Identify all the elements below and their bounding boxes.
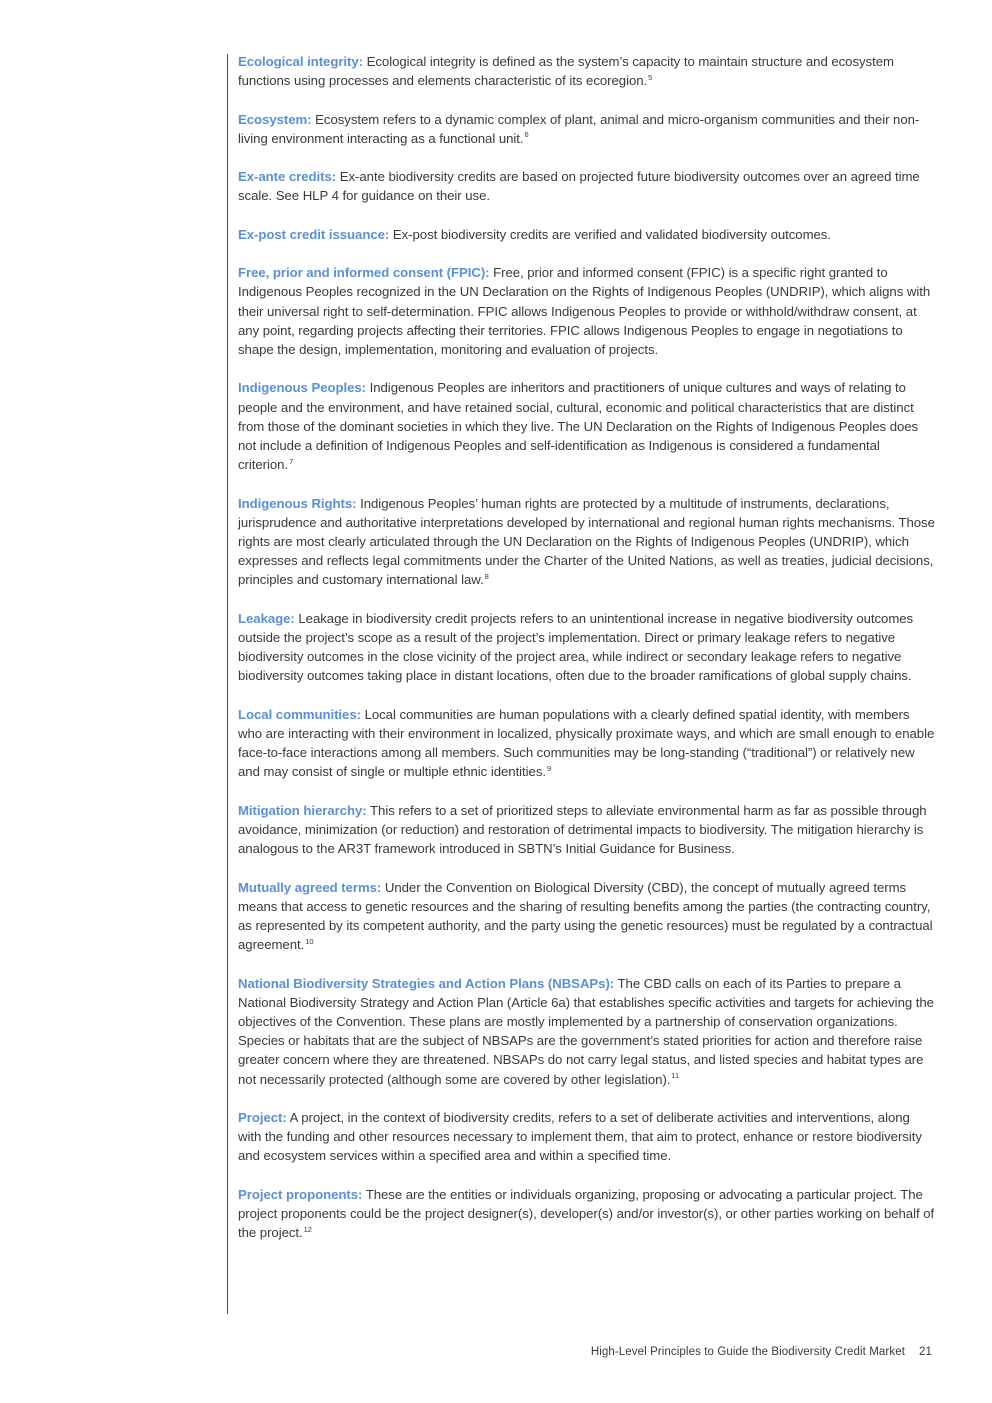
glossary-list: [238, 52, 936, 1262]
page-number: 21: [919, 1346, 932, 1358]
glossary-entry-ecological-integrity: [238, 52, 936, 90]
glossary-term: Mitigation hierarchy:: [238, 802, 367, 818]
glossary-entry-nbsaps: [238, 974, 936, 1089]
glossary-entry-ex-post-credit-issuance: [238, 225, 936, 244]
glossary-term: Ex-ante credits:: [238, 169, 337, 185]
glossary-entry-mitigation-hierarchy: [238, 801, 936, 859]
page-footer: [591, 1346, 932, 1358]
glossary-term: Ecosystem:: [238, 111, 312, 127]
glossary-term: Leakage:: [238, 610, 295, 626]
glossary-entry-project: [238, 1108, 936, 1166]
footnote-ref: 6: [524, 130, 529, 140]
glossary-term: Ex-post credit issuance:: [238, 226, 390, 242]
footnote-ref: 9: [547, 764, 552, 773]
glossary-term: Project:: [238, 1109, 287, 1125]
glossary-term: Ecological integrity:: [238, 54, 363, 69]
glossary-definition: Under the Convention on Biological Diversity (CBD), the concept of mutually agreed terms means that access to genetic resources and the sharing of resulting benefits among the parties (the contracting country, as represented by its competent authority, and the party using the genetic resources) must be regulated by a contractual agreement.: [238, 879, 933, 953]
glossary-entry-leakage: [238, 609, 936, 686]
glossary-definition: Local communities are human populations with a clearly defined spatial identity, with members who are interacting with their environment in localized, physically proximate ways, and which are small enough to enable face-to-face interactions among all members. Such communities may be long-standing (“traditional”) or relatively new and may consist of single or multiple ethnic identities.: [238, 706, 935, 780]
glossary-entry-ex-ante-credits: [238, 167, 936, 205]
glossary-definition: A project, in the context of biodiversity credits, refers to a set of deliberate activities and interventions, along with the funding and other resources necessary to implement them, that aim to protect, enhance or restore biodiversity and ecosystem services within a specified area and within a specified time.: [238, 1109, 922, 1164]
glossary-entry-local-communities: [238, 705, 936, 782]
glossary-term: Free, prior and informed consent (FPIC):: [238, 265, 490, 281]
footnote-ref: 5: [648, 72, 653, 82]
glossary-entry-indigenous-rights: [238, 494, 936, 590]
footnote-ref: 11: [671, 1071, 680, 1081]
glossary-definition: This refers to a set of prioritized steps to alleviate environmental harm as far as possible through avoidance, minimization (or reduction) and restoration of detrimental impacts to biodiversity. The mitigation hierarchy is analogous to the AR3T framework introduced in SBTN’s Initial Guidance for Business.: [238, 802, 927, 857]
glossary-term: Indigenous Rights:: [238, 495, 357, 511]
footer-title: High-Level Principles to Guide the Biodiversity Credit Market: [590, 1346, 905, 1358]
glossary-term: Project proponents:: [238, 1186, 363, 1202]
footnote-ref: 10: [305, 936, 314, 946]
glossary-definition: Ex-post biodiversity credits are verified and validated biodiversity outcomes.: [389, 226, 831, 242]
footnote-ref: 7: [289, 456, 294, 466]
glossary-definition: The CBD calls on each of its Parties to prepare a National Biodiversity Strategy and Action Plan (Article 6a) that establishes specific activities and targets for achieving the objectives of the Convention. These plans are mostly implemented by a partnership of conservation organizations. Species or habitats that are the subject of NBSAPs are the government’s stated priorities for action and therefore raise greater concern where they are threatened. NBSAPs do not carry legal status, and listed species and habitat types are not necessarily protected (although some are covered by other legislation).: [238, 975, 934, 1087]
glossary-definition: Ex-ante biodiversity credits are based on projected future biodiversity outcomes over an agreed time scale. See HLP 4 for guidance on their use.: [238, 169, 920, 204]
glossary-entry-indigenous-peoples: [238, 378, 936, 474]
footnote-ref: 8: [484, 572, 489, 581]
glossary-entry-project-proponents: [238, 1185, 936, 1243]
glossary-definition: Leakage in biodiversity credit projects refers to an unintentional increase in negative biodiversity outcomes outside the project’s scope as a result of the project’s implementation. Direct or primary leakage refers to negative biodiversity outcomes in the close vicinity of the project area, while indirect or secondary leakage refers to negative biodiversity outcomes taking place in distant locations, often due to the broader ramifications of global supply chains.: [238, 610, 914, 684]
glossary-term: Local communities:: [238, 706, 361, 722]
glossary-definition: Indigenous Peoples are inheritors and practitioners of unique cultures and ways of relating to people and the environment, and have retained social, cultural, economic and political characteristics that are distinct from those of the dominant societies in which they live. The UN Declaration on the Rights of Indigenous Peoples does not include a definition of Indigenous Peoples and self-identification as Indigenous is considered a fundamental criterion.: [238, 380, 919, 473]
glossary-entry-mutually-agreed-terms: [238, 878, 936, 955]
glossary-entry-fpic: [238, 263, 936, 359]
glossary-definition: Indigenous Peoples’ human rights are protected by a multitude of instruments, declarations, jurisprudence and authoritative interpretations developed by international and regional human rights mechanisms. Those rights are most clearly articulated through the UN Declaration on the Rights of Indigenous Peoples (UNDRIP), which expresses and reflects legal commitments under the Charter of the United Nations, as well as treaties, judicial decisions, principles and customary international law.: [238, 495, 935, 588]
glossary-term: Mutually agreed terms:: [238, 879, 382, 895]
glossary-definition: Ecological integrity is defined as the system’s capacity to maintain structure and ecosystem functions using processes and elements characteristic of its ecoregion.: [238, 54, 894, 89]
glossary-definition: Ecosystem refers to a dynamic complex of plant, animal and micro-organism communities and their non-living environment interacting as a functional unit.: [238, 111, 920, 146]
glossary-entry-ecosystem: [238, 110, 936, 148]
glossary-term: National Biodiversity Strategies and Action Plans (NBSAPs):: [238, 975, 615, 991]
glossary-definition: These are the entities or individuals organizing, proposing or advocating a particular project. The project proponents could be the project designer(s), developer(s) and/or investor(s), or other parties working on behalf of the project.: [238, 1186, 935, 1241]
glossary-term: Indigenous Peoples:: [238, 380, 367, 396]
footnote-ref: 12: [303, 1224, 312, 1234]
glossary-definition: Free, prior and informed consent (FPIC) is a specific right granted to Indigenous Peoples recognized in the UN Declaration on the Rights of Indigenous Peoples (UNDRIP), which aligns with their universal right to self-determination. FPIC allows Indigenous Peoples to provide or withhold/withdraw consent, at any point, regarding projects affecting their territories. FPIC allows Indigenous Peoples to engage in negotiations to shape the design, implementation, monitoring and evaluation of projects.: [238, 265, 931, 357]
margin-rule: [227, 54, 228, 1314]
